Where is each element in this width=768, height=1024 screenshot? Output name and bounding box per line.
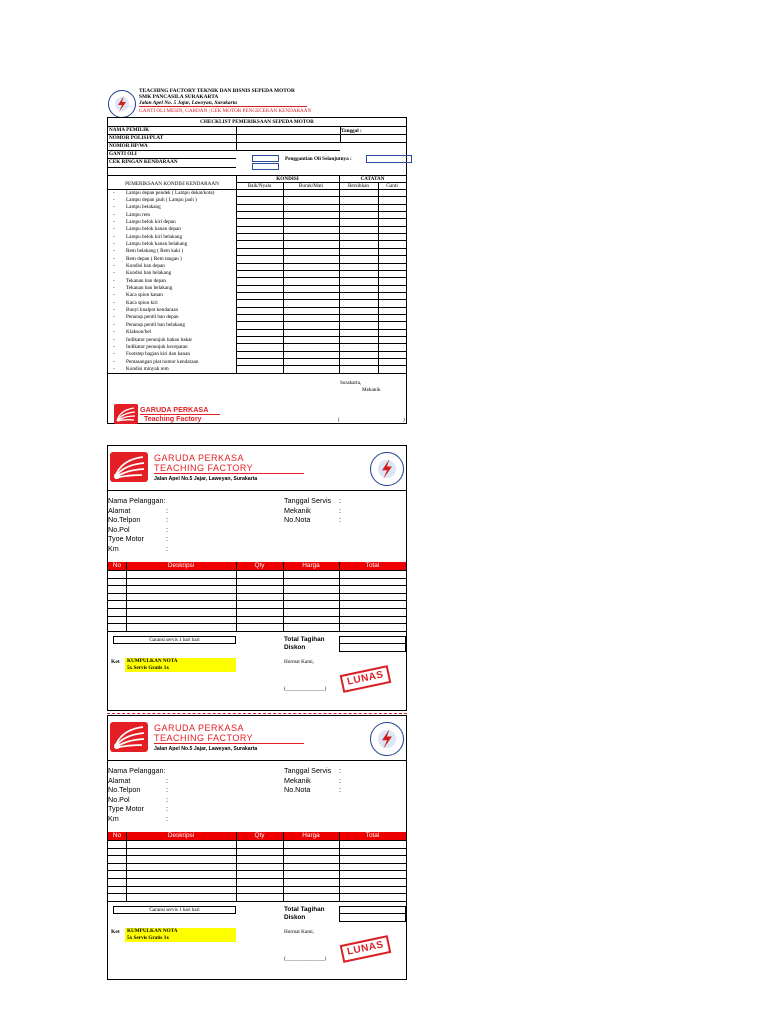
colon: : xyxy=(339,785,341,795)
brand-line-1: GARUDA PERKASA xyxy=(140,405,209,414)
catatan-label: CATATAN xyxy=(360,176,385,182)
colon: : xyxy=(339,515,341,525)
ket-label: Ket xyxy=(111,929,120,935)
signature-line: (_______________) xyxy=(284,686,327,692)
item-bullet: - xyxy=(113,248,115,255)
col-baik: Baik/Nyala xyxy=(247,183,272,189)
item-bullet: - xyxy=(113,292,115,299)
customer-field-label: Nama Pelanggan: xyxy=(108,766,166,775)
garuda-fan-logo-icon xyxy=(114,404,138,424)
item-bullet: - xyxy=(113,329,115,336)
item-bullet: - xyxy=(113,233,115,240)
item-bullet: - xyxy=(113,299,115,306)
address: Jalan Apel No.5 Jajar, Laweyan, Surakarta xyxy=(154,746,258,752)
column-header: Total xyxy=(365,832,380,839)
column-header: Harga xyxy=(302,832,320,839)
checklist-item-label: Lampu belok kiri depan xyxy=(126,218,176,225)
customer-field-label: Alamat xyxy=(108,775,131,785)
signature-line: (_______________) xyxy=(284,956,327,962)
total-label: Total Tagihan xyxy=(284,906,325,913)
checklist-item-label: Rem belakang ( Rem kaki ) xyxy=(126,248,184,255)
garansi-note: Garansi servis 1 hari hari xyxy=(113,636,236,644)
header-line-1: TEACHING FACTORY TEKNIK DAN BISNIS SEPEDA MOTOR xyxy=(139,88,295,94)
checklist-item-label: Kaca spion kanan xyxy=(126,292,163,299)
total-box[interactable] xyxy=(339,906,406,914)
checklist-item-label: Bunyi knalpot kendaraan xyxy=(126,307,179,314)
item-bullet: - xyxy=(113,365,115,372)
invoice-2 xyxy=(107,715,407,980)
school-seal-icon xyxy=(370,722,404,756)
checklist-item-label: Lampu depan jauh ( Lampu jauh ) xyxy=(126,196,197,203)
checklist-title: CHECKLIST PEMERIKSAAN SEPEDA MOTOR xyxy=(200,119,314,125)
item-bullet: - xyxy=(113,285,115,292)
column-header: Harga xyxy=(302,562,320,569)
cek-ringan-box[interactable] xyxy=(252,163,279,170)
col-buruk: Buruk/Mati xyxy=(298,183,324,189)
place-label: Surakarta, xyxy=(340,380,362,386)
column-header: Total xyxy=(365,562,380,569)
column-header: No xyxy=(112,562,122,569)
lunas-stamp: LUNAS xyxy=(340,665,392,693)
checklist-item-label: Lampu belakang xyxy=(126,204,161,211)
checklist-item-label: Lampu rem xyxy=(126,211,151,218)
field-nomor-polisi: NOMOR POLISI/PLAT xyxy=(109,135,164,141)
customer-field-label: Type Motor xyxy=(108,804,144,814)
customer-field-label: Alamat xyxy=(108,505,131,515)
item-bullet: - xyxy=(113,314,115,321)
diskon-box[interactable] xyxy=(339,644,406,652)
tanggal-label: Tanggal : xyxy=(341,128,362,134)
address: Jalan Apel No.5 Jajar, Laweyan, Surakarta xyxy=(154,476,258,482)
kondisi-label: KONDISI xyxy=(276,176,299,182)
hormat-label: Hormat Kami, xyxy=(284,929,314,935)
item-bullet: - xyxy=(113,277,115,284)
section-title: PEMERIKSAAN KONDISI KENDARAAN xyxy=(125,181,219,187)
ganti-oli-box[interactable] xyxy=(252,155,279,162)
field-ganti-oli: GANTI OLI xyxy=(109,151,137,157)
cut-line xyxy=(107,713,407,714)
checklist-item-label: Kaca spion kiri xyxy=(126,299,158,306)
column-header: Qty xyxy=(254,832,265,839)
colon: : xyxy=(166,794,168,804)
service-field-label: Tanggal Servis xyxy=(284,766,332,775)
diskon-box[interactable] xyxy=(339,914,406,922)
colon: : xyxy=(166,785,168,795)
item-bullet: - xyxy=(113,307,115,314)
colon: : xyxy=(166,524,168,534)
customer-field-label: Km xyxy=(108,814,119,823)
ket-label: Ket xyxy=(111,659,120,665)
header-line-3: Jalan Apel No. 5 Jajar, Laweyan, Surakarta xyxy=(139,100,237,106)
item-bullet: - xyxy=(113,189,115,196)
colon: : xyxy=(166,515,168,525)
checklist-item-label: Tekanan ban belakang xyxy=(126,285,173,292)
checklist-item-label: Footstep bagian kiri dan kanan xyxy=(126,351,190,358)
checklist-item-label: Klakson/bel xyxy=(126,329,152,336)
colon: : xyxy=(339,496,341,505)
field-nomor-hp: NOMOR HP/WA xyxy=(109,143,148,149)
item-bullet: - xyxy=(113,218,115,225)
colon: : xyxy=(166,505,168,515)
colon: : xyxy=(166,814,168,823)
brand-line-1: GARUDA PERKASA xyxy=(154,453,245,463)
total-label: Total Tagihan xyxy=(284,636,325,643)
checklist-item-label: Kondisi ban depan xyxy=(126,263,165,269)
checklist-item-label: Lampu depan pendek ( Lampu dekat/kota) xyxy=(126,189,215,196)
ket-line-1: KUMPULKAN NOTA xyxy=(125,928,236,935)
school-seal-icon xyxy=(108,90,136,118)
invoice-1 xyxy=(107,445,407,711)
item-bullet: - xyxy=(113,255,115,262)
service-field-label: Tanggal Servis xyxy=(284,496,332,505)
checklist-item-label: Pemasangan plat nomor kendaraan xyxy=(126,358,199,365)
service-field-label: Mekanik xyxy=(284,505,311,515)
brand-line-2: TEACHING FACTORY xyxy=(154,463,254,473)
school-seal-icon xyxy=(370,452,404,486)
colon: : xyxy=(166,544,168,553)
checklist-item-label: Indikator penunjuk kecepatan xyxy=(126,343,188,350)
col-ganti: Ganti xyxy=(386,183,398,189)
diskon-label: Diskon xyxy=(284,914,306,921)
checklist-item-label: Lampu belok kanan belakang xyxy=(126,240,188,247)
service-field-label: No.Nota xyxy=(284,785,311,795)
item-bullet: - xyxy=(113,358,115,365)
brand-line-2: TEACHING FACTORY xyxy=(154,733,254,743)
total-box[interactable] xyxy=(339,636,406,644)
colon: : xyxy=(166,804,168,814)
customer-field-label: No.Pol xyxy=(108,794,130,804)
checklist-item-label: Indikator penunjuk bahan bakar xyxy=(126,336,193,343)
paren-open: ( xyxy=(338,417,340,423)
paren-close: ) xyxy=(403,417,405,423)
col-bersihkan: Bersihkan xyxy=(347,183,370,189)
brand-line-2: Teaching Factory xyxy=(144,416,202,423)
header-line-2: SMK PANCASILA SURAKARTA xyxy=(139,94,219,100)
customer-field-label: No.Telpon xyxy=(108,785,141,795)
item-bullet: - xyxy=(113,343,115,350)
service-field-label: Mekanik xyxy=(284,775,311,785)
item-bullet: - xyxy=(113,351,115,358)
checklist-header xyxy=(108,88,408,118)
customer-field-label: Nama Pelanggan: xyxy=(108,496,166,505)
customer-field-label: No.Pol xyxy=(108,524,130,534)
item-bullet: - xyxy=(113,270,115,277)
item-bullet: - xyxy=(113,211,115,218)
item-bullet: - xyxy=(113,204,115,211)
item-bullet: - xyxy=(113,240,115,247)
column-header: Deskripsi xyxy=(167,562,195,569)
customer-field-label: Km xyxy=(108,544,119,553)
customer-field-label: No.Telpon xyxy=(108,515,141,525)
colon: : xyxy=(339,766,341,775)
item-bullet: - xyxy=(113,196,115,203)
checklist-item-label: Rem depan ( Rem tangan ) xyxy=(126,255,182,262)
item-bullet: - xyxy=(113,226,115,233)
penggantian-oli-label: Penggantian Oli Selanjutnya : xyxy=(285,156,352,162)
checklist-item-label: Tekanan ban depan xyxy=(126,277,166,284)
ket-line-2: 5x Servis Gratis 1x xyxy=(125,935,236,942)
colon: : xyxy=(166,775,168,785)
field-cek-ringan: CEK RINGAN KENDARAAN xyxy=(109,159,178,165)
header-line-4: GANTI OLI MESIN, GARDAN | CEK MOTOR PENGECEKAN KENDARAAN xyxy=(139,108,312,114)
checklist-item-label: Penutup pentil ban belakang xyxy=(126,321,185,328)
ket-line-1: KUMPULKAN NOTA xyxy=(125,658,236,665)
service-field-label: No.Nota xyxy=(284,515,311,525)
garansi-note: Garansi servis 1 hari hari xyxy=(113,906,236,914)
ket-line-2: 5x Servis Gratis 1x xyxy=(125,665,236,672)
colon: : xyxy=(339,505,341,515)
brand-line-1: GARUDA PERKASA xyxy=(154,723,245,733)
column-header: Qty xyxy=(254,562,265,569)
checklist-item-label: Kondisi ban belakang xyxy=(126,270,172,277)
penggantian-oli-box[interactable] xyxy=(366,155,412,163)
checklist-form xyxy=(107,117,407,424)
checklist-item-label: Kondisi minyak rem xyxy=(126,365,169,372)
garuda-fan-logo-icon xyxy=(110,452,148,482)
customer-field-label: Tyoe Motor xyxy=(108,534,144,544)
checklist-item-label: Lampu belok kiri belakang xyxy=(126,233,183,240)
garuda-fan-logo-icon xyxy=(110,722,148,752)
column-header: No xyxy=(112,832,122,839)
colon: : xyxy=(339,775,341,785)
item-bullet: - xyxy=(113,321,115,328)
item-bullet: - xyxy=(113,263,115,269)
mekanik-label: Mekanik xyxy=(362,387,381,393)
item-bullet: - xyxy=(113,336,115,343)
field-nama-pemilik: NAMA PEMILIK xyxy=(109,127,150,133)
checklist-item-label: Penutup pentil ban depan xyxy=(126,314,179,321)
hormat-label: Hormat Kami, xyxy=(284,659,314,665)
lunas-stamp: LUNAS xyxy=(340,935,392,963)
checklist-item-label: Lampu belok kanan depan xyxy=(126,226,181,233)
column-header: Deskripsi xyxy=(167,832,195,839)
diskon-label: Diskon xyxy=(284,644,306,651)
colon: : xyxy=(166,534,168,544)
